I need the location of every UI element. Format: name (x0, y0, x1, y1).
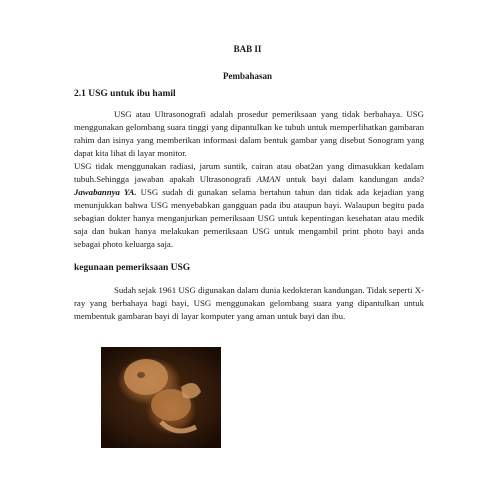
text-run: untuk bayi dalam kandungan anda? (280, 174, 424, 184)
fetus-limb-shape (181, 383, 201, 399)
text-run: USG tidak menggunakan radiasi, jarum suntik, cairan atau obat2an yang dimasukkan kedalam tubuh.Sehingga jawaban apakah Ultrasonografi (74, 161, 424, 184)
paragraph-kegunaan (74, 284, 424, 323)
fetus-ultrasound-image (101, 347, 221, 448)
heading-usg-ibu-hamil: 2.1 USG untuk ibu hamil (74, 89, 176, 99)
section-title: Pembahasan (222, 71, 272, 81)
chapter-title: BAB II (233, 44, 262, 54)
fetus-eye-shape (137, 372, 145, 378)
paragraph-kegunaan-text: Sudah sejak 1961 USG digunakan dalam dunia kedokteran kandungan. Tidak seperti X-ray yang berbahaya bagi bayi, USG menggunakan gelombang suara yang dipantulkan untuk membentuk gambaran bayi di layar komputer yang aman untuk bayi dan ibu. (74, 285, 424, 321)
paragraph-usg-intro (74, 108, 424, 251)
heading-kegunaan: kegunaan pemeriksaan USG (74, 263, 191, 273)
fetus-leg-shape (161, 422, 196, 431)
paragraph-line-1: USG atau Ultrasonografi adalah prosedur pemeriksaan yang tidak berbahaya. USG menggunakan gelombang suara tinggi yang dipantulkan ke tubuh untuk memperlihatkan gambaran rahim dan isinya yang memberikan informasi dalam bentuk gambar yang disebut Sonogram yang dapat kita lihat di layar monitor. (74, 109, 424, 158)
text-run: USG sudah di gunakan selama bertahun tahun dan tidak ada kejadian yang menunjukkan bahwa USG menyebabkan gangguan pada ibu ataupun bayi. Walaupun begitu pada sebagian dokter hanya menganjurkan pemeriksaan USG untuk kepentingan kesehatan atau medik saja dan bukan hanya melakukan pemeriksaan USG untuk mengambil print photo bayi anda sebagai photo keluarga saja. (74, 187, 425, 249)
fetus-head-shape (124, 359, 168, 395)
fetus-illustration (101, 347, 221, 448)
paragraph-line-2 (74, 160, 424, 251)
text-aman: AMAN (256, 174, 281, 184)
text-jawabannya: Jawabannya YA. (74, 187, 137, 197)
